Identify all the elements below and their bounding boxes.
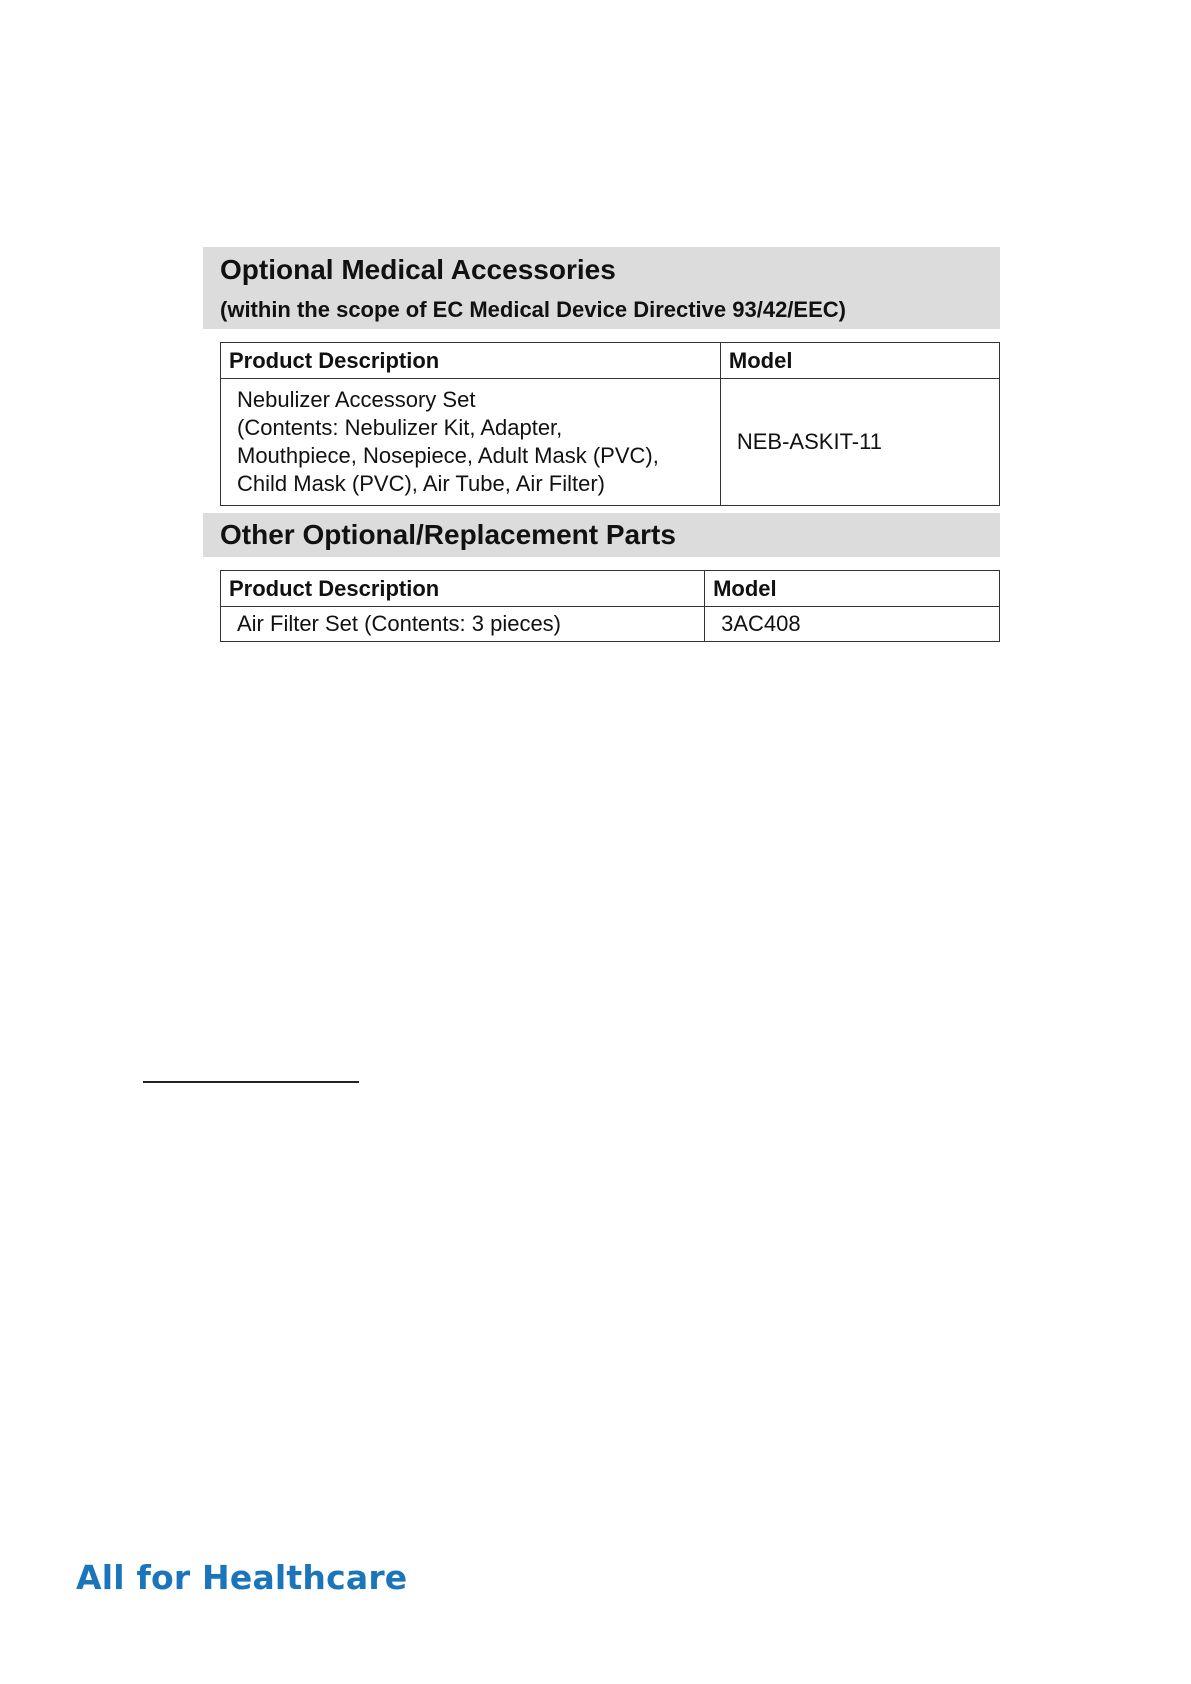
description-line: Mouthpiece, Nosepiece, Adult Mask (PVC),: [237, 443, 659, 468]
column-header-description: Product Description: [221, 343, 721, 379]
description-line: Child Mask (PVC), Air Tube, Air Filter): [237, 471, 605, 496]
table-header-row: [221, 343, 1000, 379]
replacement-parts-table: [220, 570, 1000, 642]
brand-tagline: All for Healthcare: [76, 1558, 408, 1597]
footnote-divider: [143, 1081, 359, 1083]
table-header-row: [221, 571, 1000, 607]
model-cell: 3AC408: [705, 607, 1000, 642]
table-row: [221, 379, 1000, 506]
section-title: Other Optional/Replacement Parts: [220, 519, 676, 550]
description-cell: [221, 379, 721, 506]
column-header-description: Product Description: [221, 571, 705, 607]
description-cell: Air Filter Set (Contents: 3 pieces): [221, 607, 705, 642]
column-header-model: Model: [705, 571, 1000, 607]
description-line: Nebulizer Accessory Set: [237, 387, 476, 412]
medical-accessories-table: [220, 342, 1000, 506]
table-row: [221, 607, 1000, 642]
description-line: (Contents: Nebulizer Kit, Adapter,: [237, 415, 563, 440]
model-cell: NEB-ASKIT-11: [720, 379, 999, 506]
column-header-model: Model: [720, 343, 999, 379]
section-header-replacement-parts: [203, 513, 1000, 557]
section-title: Optional Medical Accessories: [220, 254, 616, 285]
section-subtitle: (within the scope of EC Medical Device Directive 93/42/EEC): [220, 297, 846, 322]
section-header-medical-accessories: [203, 247, 1000, 329]
